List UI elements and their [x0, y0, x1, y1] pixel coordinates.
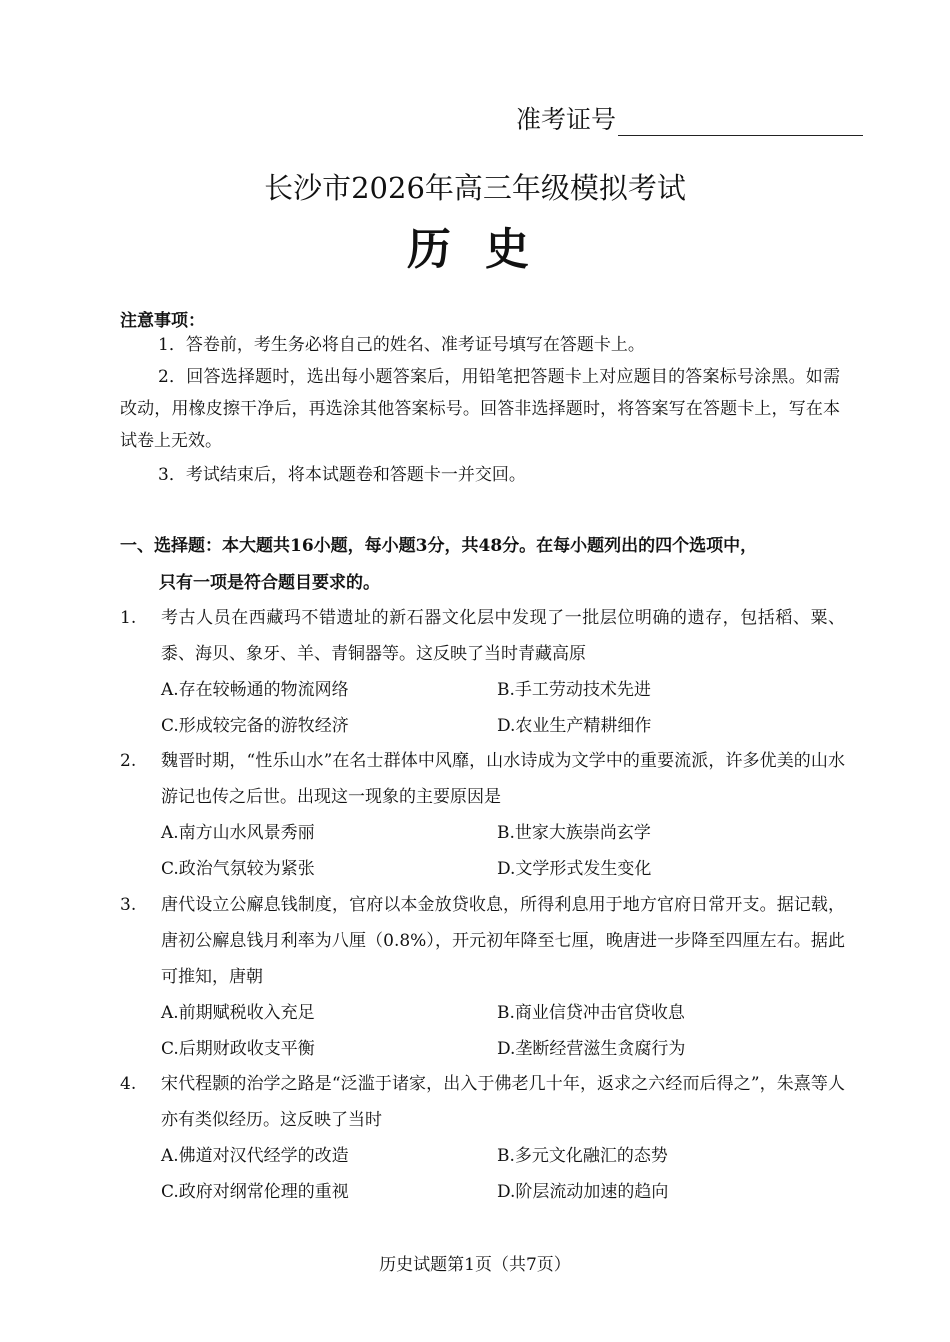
section-heading	[120, 528, 850, 602]
notice-item-3: 3．考试结束后，将本试题卷和答题卡一并交回。	[158, 465, 526, 485]
question-3	[120, 887, 845, 1067]
question-options	[161, 672, 845, 744]
question-number: 3.	[120, 895, 137, 915]
question-number: 2.	[120, 751, 137, 771]
exam-number-blank-line	[618, 109, 863, 136]
exam-title: 长沙市2026年高三年级模拟考试	[264, 171, 686, 205]
question-1	[120, 600, 845, 744]
option-c: C.后期财政收支平衡	[161, 1039, 315, 1059]
exam-number-label: 准考证号	[516, 105, 617, 134]
question-stem: 考古人员在西藏玛不错遗址的新石器文化层中发现了一批层位明确的遗存，包括稻、粟、黍、海贝、象牙、羊、青铜器等。这反映了当时青藏高原	[161, 608, 845, 664]
question-number: 1.	[120, 608, 137, 628]
question-2	[120, 743, 845, 887]
option-d: D.农业生产精耕细作	[497, 716, 652, 736]
option-d: D.阶层流动加速的趋向	[497, 1182, 669, 1202]
option-b: B.多元文化融汇的态势	[497, 1146, 668, 1166]
option-d: D.垄断经营滋生贪腐行为	[497, 1039, 686, 1059]
question-options	[161, 1138, 845, 1210]
question-stem: 宋代程颢的治学之路是“泛滥于诸家，出入于佛老几十年，返求之六经而后得之”，朱熹等人亦有类似经历。这反映了当时	[161, 1074, 845, 1130]
notice-item-2: 2．回答选择题时，选出每小题答案后，用铅笔把答题卡上对应题目的答案标号涂黑。如需改动，用橡皮擦干净后，再选涂其他答案标号。回答非选择题时，将答案写在答题卡上，写在本试卷上无效。	[120, 367, 840, 451]
section-heading-line-1: 一、选择题：本大题共16小题，每小题3分，共48分。在每小题列出的四个选项中，	[120, 536, 758, 556]
question-stem: 唐代设立公廨息钱制度，官府以本金放贷收息，所得利息用于地方官府日常开支。据记载，唐初公廨息钱月利率为八厘（0.8%），开元初年降至七厘，晚唐进一步降至四厘左右。据此可推知，唐朝	[161, 895, 845, 987]
option-d: D.文学形式发生变化	[497, 859, 652, 879]
option-a: A.佛道对汉代经学的改造	[161, 1146, 349, 1166]
option-a: A.存在较畅通的物流网络	[161, 680, 349, 700]
option-b: B.世家大族崇尚玄学	[497, 823, 651, 843]
option-b: B.商业信贷冲击官贷收息	[497, 1003, 685, 1023]
question-options	[161, 815, 845, 887]
question-4	[120, 1066, 845, 1210]
section-heading-line-2: 只有一项是符合题目要求的。	[159, 573, 380, 593]
question-options	[161, 995, 845, 1067]
option-b: B.手工劳动技术先进	[497, 680, 651, 700]
option-a: A.南方山水风景秀丽	[161, 823, 315, 843]
question-stem: 魏晋时期，“性乐山水”在名士群体中风靡，山水诗成为文学中的重要流派，许多优美的山水游记也传之后世。出现这一现象的主要原因是	[161, 751, 845, 807]
notice-item-1: 1．答卷前，考生务必将自己的姓名、准考证号填写在答题卡上。	[158, 335, 645, 355]
subject-title: 历史	[407, 224, 563, 275]
question-number: 4.	[120, 1074, 137, 1094]
notice-heading: 注意事项：	[120, 311, 205, 331]
option-c: C.形成较完备的游牧经济	[161, 716, 349, 736]
option-c: C.政府对纲常伦理的重视	[161, 1182, 349, 1202]
option-c: C.政治气氛较为紧张	[161, 859, 315, 879]
exam-number-field	[516, 100, 863, 136]
option-a: A.前期赋税收入充足	[161, 1003, 315, 1023]
page-footer: 历史试题第1页（共7页）	[379, 1255, 571, 1275]
